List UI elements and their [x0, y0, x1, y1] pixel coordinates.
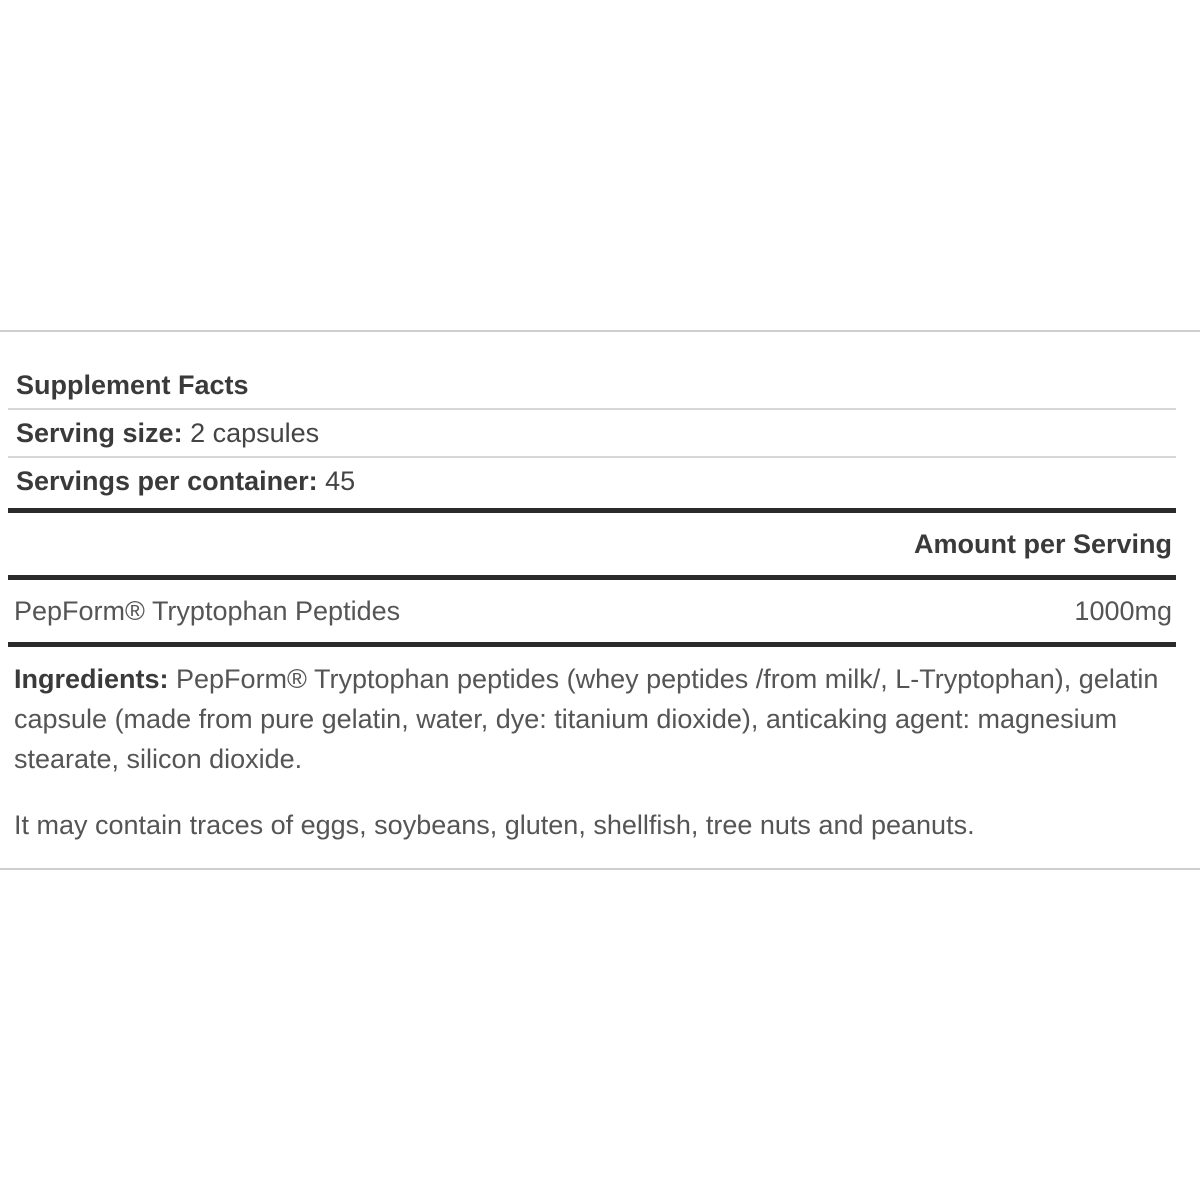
serving-size-value: 2 capsules [182, 418, 320, 448]
servings-label: Servings per container: [16, 466, 318, 496]
supplement-facts-table [8, 362, 1176, 845]
ingredients-label: Ingredients: [14, 664, 169, 694]
servings-value: 45 [317, 466, 356, 496]
facts-title: Supplement Facts [16, 370, 249, 400]
serving-size-row [8, 410, 1176, 456]
thick-divider [8, 642, 1176, 647]
serving-size-label: Serving size: [16, 418, 183, 448]
ingredients-text: PepForm® Tryptophan peptides (whey peptides /from milk/, L-Tryptophan), gelatin capsule (made from pure gelatin, water, dye: titanium dioxide), anticaking agent: magnesium stearate, silicon dioxide. [14, 664, 1159, 774]
amount-per-serving-header: Amount per Serving [913, 529, 1172, 559]
allergen-note: It may contain traces of eggs, soybeans, gluten, shellfish, tree nuts and peanuts. [14, 810, 975, 840]
ingredient-amount: 1000mg [1074, 596, 1172, 626]
servings-per-container-row [8, 458, 1176, 504]
ingredient-row [8, 580, 1176, 642]
ingredients-paragraph [8, 659, 1176, 779]
ingredient-name: PepForm® Tryptophan Peptides [14, 596, 401, 626]
supplement-facts-panel [0, 330, 1200, 870]
